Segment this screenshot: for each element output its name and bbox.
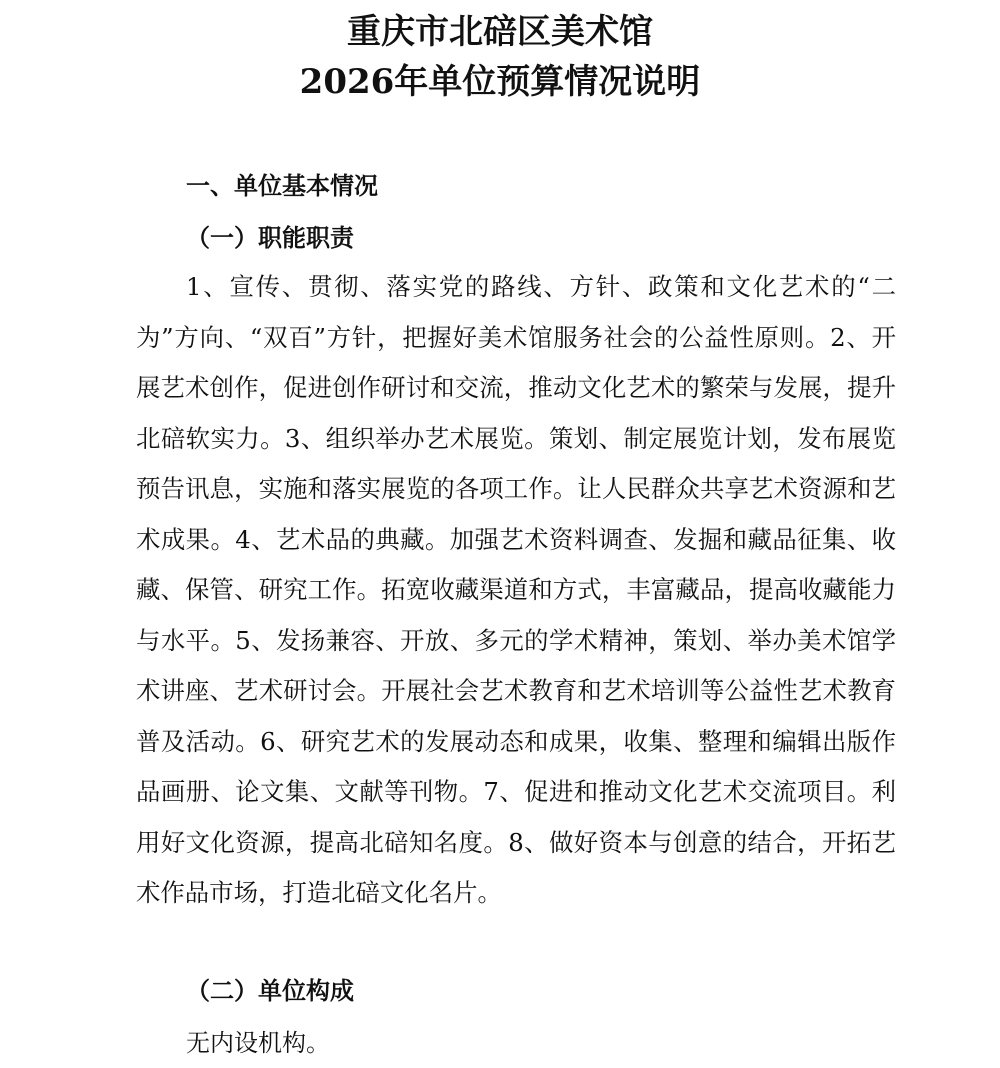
section-heading: 一、单位基本情况	[186, 172, 378, 200]
subheading-functions: （一）职能职责	[186, 223, 354, 252]
structure-paragraph: 无内设机构。	[186, 1029, 330, 1057]
document-title-line2: 2026年单位预算情况说明	[299, 62, 701, 102]
document-title-line1: 重庆市北碚区美术馆	[347, 12, 653, 52]
subheading-structure: （二）单位构成	[186, 976, 354, 1005]
functions-paragraph: 1、宣传、贯彻、落实党的路线、方针、政策和文化艺术的“二为”方向、“双百”方针，把握好美术馆服务社会的公益性原则。2、开展艺术创作，促进创作研讨和交流，推动文化艺术的繁荣与发展，提升北碚软实力。3、组织举办艺术展览。策划、制定展览计划，发布展览预告讯息，实施和落实展览的各项工作。让人民群众共享艺术资源和艺术成果。4、艺术品的典藏。加强艺术资料调查、发掘和藏品征集、收藏、保管、研究工作。拓宽收藏渠道和方式，丰富藏品，提高收藏能力与水平。5、发扬兼容、开放、多元的学术精神，策划、举办美术馆学术讲座、艺术研讨会。开展社会艺术教育和艺术培训等公益性艺术教育普及活动。6、研究艺术的发展动态和成果，收集、整理和编辑出版作品画册、论文集、文献等刊物。7、促进和推动文化艺术交流项目。利用好文化资源，提高北碚知名度。8、做好资本与创意的结合，开拓艺术作品市场，打造北碚文化名片。	[136, 272, 896, 907]
